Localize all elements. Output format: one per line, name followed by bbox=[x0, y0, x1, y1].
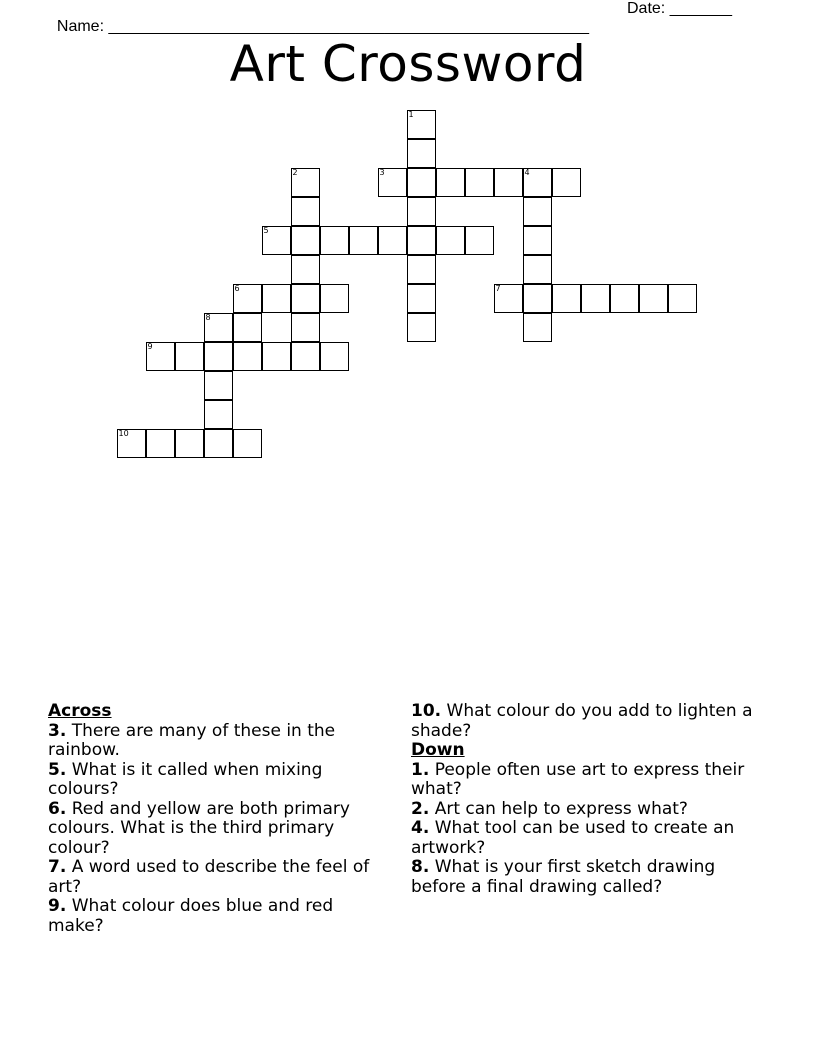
crossword-cell[interactable] bbox=[291, 168, 320, 197]
clue-text: There are many of these in the rainbow. bbox=[48, 720, 336, 760]
crossword-cell[interactable] bbox=[320, 342, 349, 371]
name-field-label: Name: ______________________________________________________ bbox=[56, 18, 589, 35]
crossword-cell[interactable] bbox=[349, 226, 378, 255]
crossword-cell[interactable] bbox=[204, 313, 233, 342]
clue-text: Red and yellow are both primary colours. What is the third primary colour? bbox=[48, 798, 350, 858]
crossword-cell[interactable] bbox=[291, 342, 320, 371]
crossword-cell[interactable] bbox=[262, 342, 291, 371]
clue-number-label: 4 bbox=[524, 168, 530, 177]
crossword-cell[interactable] bbox=[523, 313, 552, 342]
crossword-cell[interactable] bbox=[407, 313, 436, 342]
crossword-cell[interactable] bbox=[378, 226, 407, 255]
crossword-cell[interactable] bbox=[146, 429, 175, 458]
crossword-cell[interactable] bbox=[523, 226, 552, 255]
clue-across-3 bbox=[48, 722, 378, 761]
down-heading: Down bbox=[411, 740, 465, 760]
crossword-cell[interactable] bbox=[146, 342, 175, 371]
clue-across-9 bbox=[48, 897, 378, 936]
crossword-cell[interactable] bbox=[407, 284, 436, 313]
clue-number: 9. bbox=[48, 896, 67, 916]
crossword-cell[interactable] bbox=[204, 400, 233, 429]
clue-number-label: 3 bbox=[379, 168, 385, 177]
crossword-cell[interactable] bbox=[610, 284, 639, 313]
crossword-cell[interactable] bbox=[407, 226, 436, 255]
crossword-cell[interactable] bbox=[233, 429, 262, 458]
crossword-cell[interactable] bbox=[465, 226, 494, 255]
clue-down-1 bbox=[411, 761, 761, 800]
clue-across-7 bbox=[48, 858, 378, 897]
crossword-cell[interactable] bbox=[175, 342, 204, 371]
crossword-cell[interactable] bbox=[291, 313, 320, 342]
clue-down-4 bbox=[411, 819, 761, 858]
crossword-cell[interactable] bbox=[204, 429, 233, 458]
clue-text: What is your first sketch drawing before a final drawing called? bbox=[411, 857, 716, 897]
clue-number-label: 2 bbox=[292, 168, 298, 177]
crossword-cell[interactable] bbox=[291, 226, 320, 255]
clue-down-8 bbox=[411, 858, 761, 897]
clue-text: What colour do you add to lighten a shade? bbox=[411, 701, 753, 741]
crossword-cell[interactable] bbox=[407, 139, 436, 168]
crossword-cell[interactable] bbox=[639, 284, 668, 313]
crossword-cell[interactable] bbox=[552, 168, 581, 197]
clue-number-label: 8 bbox=[205, 313, 211, 322]
clue-number: 10. bbox=[411, 701, 442, 721]
clue-number: 4. bbox=[411, 818, 430, 838]
crossword-cell[interactable] bbox=[465, 168, 494, 197]
page-title: Art Crossword bbox=[229, 35, 587, 93]
crossword-cell[interactable] bbox=[291, 255, 320, 284]
crossword-cell[interactable] bbox=[523, 255, 552, 284]
clue-text: Art can help to express what? bbox=[434, 798, 688, 819]
crossword-cell[interactable] bbox=[291, 284, 320, 313]
clue-number: 2. bbox=[411, 798, 430, 819]
crossword-cell[interactable] bbox=[407, 255, 436, 284]
crossword-cell[interactable] bbox=[523, 197, 552, 226]
crossword-cell[interactable] bbox=[204, 371, 233, 400]
crossword-cell[interactable] bbox=[262, 284, 291, 313]
crossword-cell[interactable] bbox=[523, 284, 552, 313]
clue-across-5 bbox=[48, 761, 378, 800]
crossword-cell[interactable] bbox=[668, 284, 697, 313]
clue-text: What is it called when mixing colours? bbox=[48, 759, 323, 799]
crossword-cell[interactable] bbox=[378, 168, 407, 197]
crossword-cell[interactable] bbox=[262, 226, 291, 255]
crossword-cell[interactable] bbox=[494, 284, 523, 313]
clue-number: 6. bbox=[48, 798, 67, 819]
crossword-cell[interactable] bbox=[320, 226, 349, 255]
clue-number: 3. bbox=[48, 720, 67, 741]
clue-across-10 bbox=[411, 702, 761, 741]
crossword-cell[interactable] bbox=[494, 168, 523, 197]
clue-number: 5. bbox=[48, 759, 67, 780]
crossword-cell[interactable] bbox=[204, 342, 233, 371]
clue-number-label: 10 bbox=[118, 429, 129, 438]
clue-number: 7. bbox=[48, 857, 67, 877]
crossword-cell[interactable] bbox=[320, 284, 349, 313]
clue-number-label: 6 bbox=[234, 284, 240, 293]
crossword-cell[interactable] bbox=[581, 284, 610, 313]
crossword-cell[interactable] bbox=[233, 313, 262, 342]
clue-number-label: 5 bbox=[263, 226, 269, 235]
crossword-cell[interactable] bbox=[175, 429, 204, 458]
clue-down-2 bbox=[411, 800, 761, 820]
clue-text: What colour does blue and red make? bbox=[48, 896, 334, 936]
clue-number: 8. bbox=[411, 857, 430, 877]
crossword-cell[interactable] bbox=[407, 168, 436, 197]
clues-right-column bbox=[411, 702, 761, 897]
crossword-cell[interactable] bbox=[291, 197, 320, 226]
crossword-cell[interactable] bbox=[233, 342, 262, 371]
crossword-cell[interactable] bbox=[436, 168, 465, 197]
crossword-grid bbox=[0, 0, 816, 470]
crossword-cell[interactable] bbox=[523, 168, 552, 197]
clue-number-label: 9 bbox=[147, 342, 153, 351]
clue-number-label: 1 bbox=[408, 110, 414, 119]
clue-number-label: 7 bbox=[495, 284, 501, 293]
clue-across-6 bbox=[48, 800, 378, 859]
crossword-cell[interactable] bbox=[552, 284, 581, 313]
crossword-cell[interactable] bbox=[407, 197, 436, 226]
crossword-cell[interactable] bbox=[233, 284, 262, 313]
clue-number: 1. bbox=[411, 759, 430, 780]
across-heading: Across bbox=[48, 701, 112, 721]
clue-text: People often use art to express their what? bbox=[411, 759, 745, 799]
crossword-cell[interactable] bbox=[117, 429, 146, 458]
date-field-label: Date: _______ bbox=[627, 0, 732, 17]
clue-text: What tool can be used to create an artwork? bbox=[411, 818, 735, 858]
crossword-cell[interactable] bbox=[407, 110, 436, 139]
crossword-cell[interactable] bbox=[436, 226, 465, 255]
clues-left-column bbox=[48, 702, 378, 936]
clue-text: A word used to describe the feel of art? bbox=[48, 857, 370, 897]
